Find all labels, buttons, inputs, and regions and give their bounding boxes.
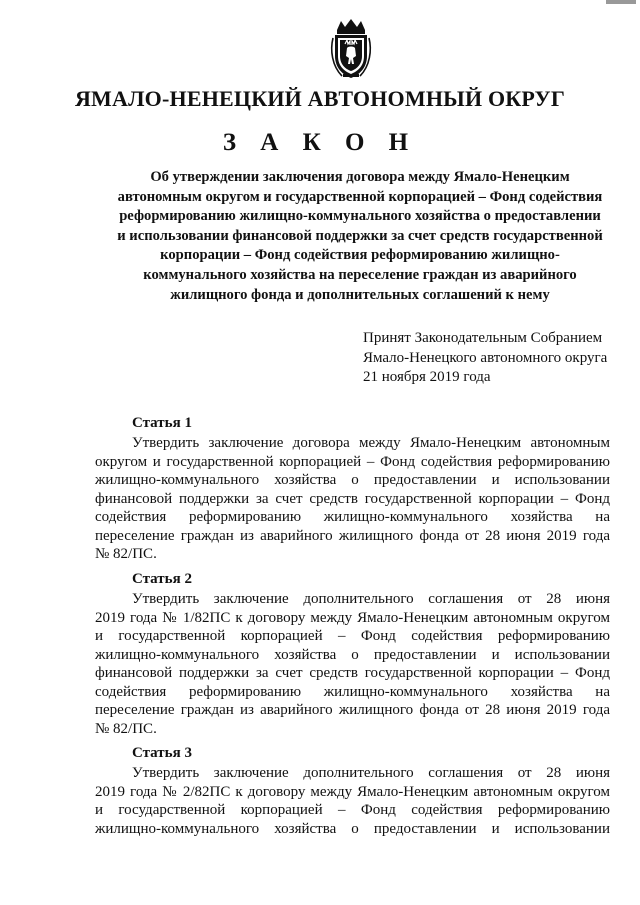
article-line: 2019 года № 2/82ПС к договору между Ямало-Ненецким автономным округом (95, 783, 610, 800)
article-line: № 82/ПС. (95, 720, 157, 737)
article-line: жилищно-коммунального хозяйства о предоставлении и использовании (95, 472, 610, 488)
article-line: жилищно-коммунального хозяйства о предоставлении и использовании (95, 646, 610, 663)
adoption-line: Принят Законодательным Собранием (363, 330, 603, 346)
article-line: № 82/ПС. (95, 546, 157, 562)
region-heading: ЯМАЛО-НЕНЕЦКИЙ АВТОНОМНЫЙ ОКРУГ (74, 86, 566, 111)
law-title-line: Об утверждении заключения договора между Ямало-Ненецким (150, 169, 570, 185)
article-line: финансовой поддержки за счет средств государственной корпорации – Фонд (95, 490, 610, 507)
article-title: Статья 1 (132, 415, 192, 431)
article-line: округом и государственной корпорацией – Фонд содействия реформированию (95, 453, 610, 470)
article-2 (95, 570, 610, 738)
law-title-line: и использовании финансовой поддержки за счет средств государственной (117, 227, 603, 244)
article-line: и государственной корпорацией – Фонд содействия реформированию (95, 802, 610, 818)
article-line: Утвердить заключение дополнительного соглашения от 28 июня (132, 591, 610, 607)
document-type-heading: З А К О Н (222, 129, 418, 156)
adoption-date: 21 ноября 2019 года (363, 369, 491, 385)
corner-mark (606, 0, 636, 4)
article-line: Утвердить заключение договора между Ямало-Ненецким автономным (132, 435, 610, 451)
article-1 (95, 414, 610, 564)
adoption-line: Ямало-Ненецкого автономного округа (363, 349, 608, 366)
article-line: жилищно-коммунального хозяйства о предоставлении и использовании (95, 820, 610, 837)
law-title-line: жилищного фонда и дополнительных соглашений к нему (170, 286, 550, 303)
article-3 (95, 744, 610, 838)
article-line: содействия реформированию жилищно-коммунального хозяйства на (95, 509, 610, 525)
article-line: 2019 года № 1/82ПС к договору между Ямало-Ненецким автономным округом (95, 609, 610, 626)
adoption-note (363, 329, 607, 388)
article-line: Утвердить заключение дополнительного соглашения от 28 июня (132, 765, 610, 781)
article-body (95, 590, 610, 738)
article-line: переселение граждан из аварийного жилищного фонда от 28 июня 2019 года (95, 702, 610, 718)
law-title-line: корпорации – Фонд содействия реформированию жилищно- (160, 247, 560, 264)
article-line: и государственной корпорацией – Фонд содействия реформированию (95, 628, 610, 644)
article-line: финансовой поддержки за счет средств государственной корпорации – Фонд (95, 665, 610, 681)
law-title-line: реформированию жилищно-коммунального хозяйства о предоставлении (119, 208, 601, 225)
law-title (100, 168, 620, 305)
article-body (95, 764, 610, 838)
law-title-line: коммунального хозяйства на переселение граждан из аварийного (143, 266, 577, 283)
article-title: Статья 3 (132, 745, 192, 761)
article-line: переселение граждан из аварийного жилищного фонда от 28 июня 2019 года (95, 527, 610, 544)
coat-of-arms-icon (328, 18, 374, 80)
article-line: содействия реформированию жилищно-коммунального хозяйства на (95, 683, 610, 700)
law-title-line: автономным округом и государственной корпорацией – Фонд содействия (117, 188, 603, 205)
article-body (95, 434, 610, 564)
article-title: Статья 2 (132, 571, 192, 587)
